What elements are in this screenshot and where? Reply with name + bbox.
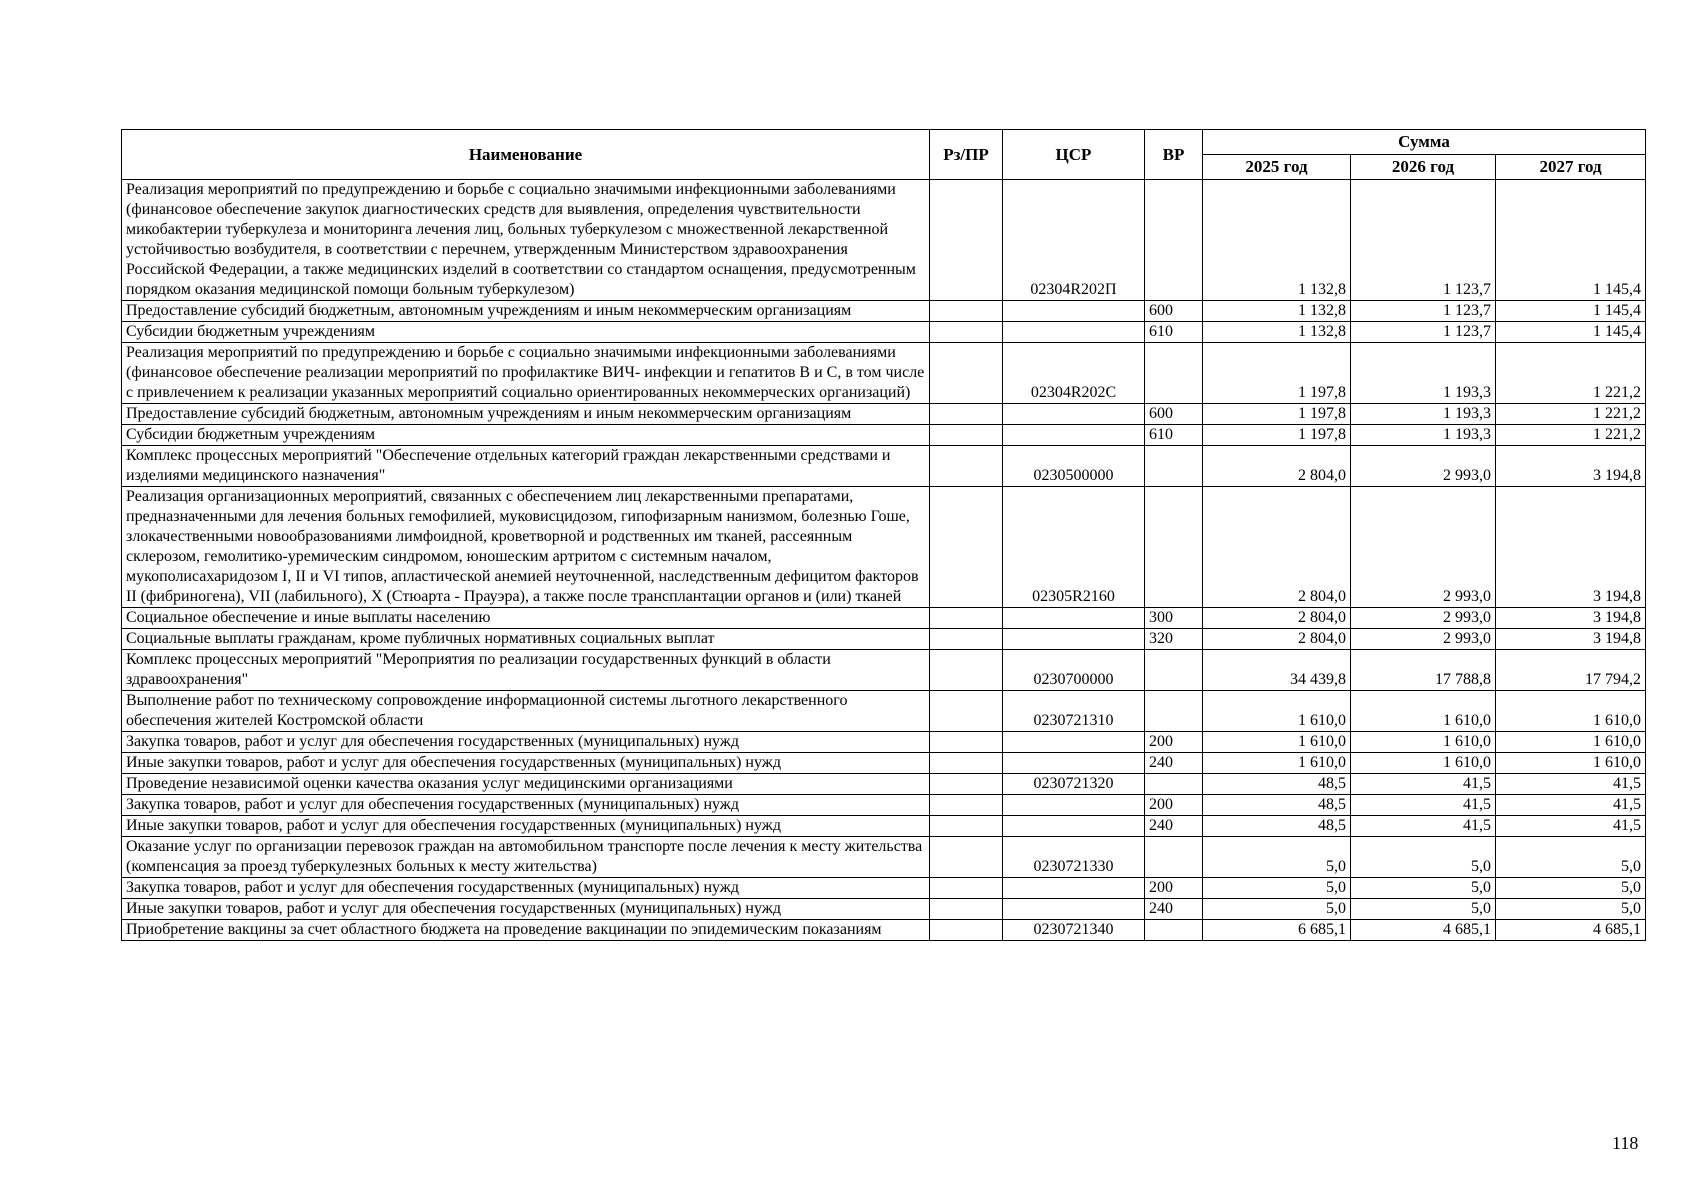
row-sum-2027-cell: 5,0 (1496, 899, 1646, 920)
row-rz-pr-cell (930, 795, 1003, 816)
row-rz-pr-cell (930, 691, 1003, 732)
row-sum-2025-cell: 1 197,8 (1203, 425, 1351, 446)
row-vr-cell: 200 (1145, 878, 1203, 899)
row-vr-cell (1145, 343, 1203, 404)
row-sum-2027-cell: 5,0 (1496, 878, 1646, 899)
row-sum-2025-cell: 2 804,0 (1203, 487, 1351, 608)
row-sum-2027-cell: 41,5 (1496, 816, 1646, 837)
row-sum-2027-cell: 41,5 (1496, 795, 1646, 816)
row-rz-pr-cell (930, 343, 1003, 404)
row-csr-cell (1003, 425, 1145, 446)
row-sum-2026-cell: 2 993,0 (1351, 629, 1496, 650)
row-name-cell: Предоставление субсидий бюджетным, автономным учреждениям и иным некоммерческим организациям (122, 404, 930, 425)
table-row (122, 343, 1646, 404)
row-sum-2025-cell: 1 132,8 (1203, 322, 1351, 343)
header-year-2026: 2026 год (1351, 155, 1496, 180)
table-row (122, 920, 1646, 941)
row-name-cell: Реализация мероприятий по предупреждению и борьбе с социально значимыми инфекционными заболеваниями (финансовое обеспечение закупок диагностических средств для выявления, определения чувствительности микобактерии туберкулеза и мониторинга лечения лиц, больных туберкулезом с множественной лекарственной устойчивостью возбудителя, в соответствии с перечнем, утвержденным Министерством здравоохранения Российской Федерации, а также медицинских изделий в соответствии со стандартом оснащения, предусмотренным порядком оказания медицинской помощи больным туберкулезом) (122, 180, 930, 301)
row-vr-cell (1145, 774, 1203, 795)
row-name-cell: Субсидии бюджетным учреждениям (122, 322, 930, 343)
table-row (122, 878, 1646, 899)
table-row (122, 404, 1646, 425)
table-header (122, 130, 1646, 180)
row-sum-2027-cell: 3 194,8 (1496, 608, 1646, 629)
row-sum-2026-cell: 5,0 (1351, 899, 1496, 920)
row-sum-2027-cell: 3 194,8 (1496, 487, 1646, 608)
row-csr-cell (1003, 322, 1145, 343)
row-sum-2027-cell: 5,0 (1496, 837, 1646, 878)
row-name-cell: Закупка товаров, работ и услуг для обеспечения государственных (муниципальных) нужд (122, 795, 930, 816)
table-row (122, 899, 1646, 920)
header-csr: ЦСР (1003, 130, 1145, 180)
table-row (122, 837, 1646, 878)
row-sum-2027-cell: 1 610,0 (1496, 732, 1646, 753)
row-sum-2026-cell: 41,5 (1351, 774, 1496, 795)
row-vr-cell: 240 (1145, 753, 1203, 774)
row-rz-pr-cell (930, 878, 1003, 899)
table-row (122, 608, 1646, 629)
row-sum-2026-cell: 17 788,8 (1351, 650, 1496, 691)
row-sum-2026-cell: 1 193,3 (1351, 343, 1496, 404)
row-csr-cell (1003, 608, 1145, 629)
row-csr-cell: 0230500000 (1003, 446, 1145, 487)
row-vr-cell: 610 (1145, 425, 1203, 446)
row-csr-cell: 02305R2160 (1003, 487, 1145, 608)
table-row (122, 629, 1646, 650)
row-vr-cell: 300 (1145, 608, 1203, 629)
row-sum-2027-cell: 1 221,2 (1496, 404, 1646, 425)
row-name-cell: Субсидии бюджетным учреждениям (122, 425, 930, 446)
row-vr-cell: 600 (1145, 404, 1203, 425)
row-name-cell: Оказание услуг по организации перевозок граждан на автомобильном транспорте после лечения к месту жительства (компенсация за проезд туберкулезных больных к месту жительства) (122, 837, 930, 878)
row-name-cell: Социальное обеспечение и иные выплаты населению (122, 608, 930, 629)
row-sum-2025-cell: 5,0 (1203, 878, 1351, 899)
row-vr-cell: 200 (1145, 732, 1203, 753)
row-sum-2025-cell: 1 132,8 (1203, 301, 1351, 322)
row-sum-2025-cell: 34 439,8 (1203, 650, 1351, 691)
row-sum-2025-cell: 2 804,0 (1203, 446, 1351, 487)
row-sum-2025-cell: 6 685,1 (1203, 920, 1351, 941)
row-sum-2026-cell: 5,0 (1351, 837, 1496, 878)
row-vr-cell: 240 (1145, 816, 1203, 837)
table-row (122, 753, 1646, 774)
row-sum-2025-cell: 48,5 (1203, 774, 1351, 795)
row-vr-cell (1145, 920, 1203, 941)
row-sum-2025-cell: 1 610,0 (1203, 691, 1351, 732)
header-sum: Сумма (1203, 130, 1646, 155)
row-name-cell: Предоставление субсидий бюджетным, автономным учреждениям и иным некоммерческим организациям (122, 301, 930, 322)
table-row (122, 425, 1646, 446)
row-sum-2025-cell: 1 197,8 (1203, 404, 1351, 425)
row-csr-cell: 02304R202П (1003, 180, 1145, 301)
row-sum-2027-cell: 17 794,2 (1496, 650, 1646, 691)
row-sum-2027-cell: 1 145,4 (1496, 301, 1646, 322)
row-rz-pr-cell (930, 920, 1003, 941)
header-year-2025: 2025 год (1203, 155, 1351, 180)
row-csr-cell (1003, 753, 1145, 774)
row-name-cell: Иные закупки товаров, работ и услуг для обеспечения государственных (муниципальных) нужд (122, 816, 930, 837)
row-csr-cell: 0230721330 (1003, 837, 1145, 878)
budget-sheet (121, 129, 1645, 941)
table-row (122, 487, 1646, 608)
row-sum-2027-cell: 4 685,1 (1496, 920, 1646, 941)
row-sum-2027-cell: 1 221,2 (1496, 343, 1646, 404)
row-rz-pr-cell (930, 837, 1003, 878)
row-sum-2026-cell: 1 193,3 (1351, 425, 1496, 446)
row-csr-cell (1003, 878, 1145, 899)
table-row (122, 691, 1646, 732)
row-csr-cell: 0230700000 (1003, 650, 1145, 691)
row-rz-pr-cell (930, 650, 1003, 691)
row-name-cell: Выполнение работ по техническому сопровождение информационной системы льготного лекарственного обеспечения жителей Костромской области (122, 691, 930, 732)
row-csr-cell (1003, 629, 1145, 650)
row-sum-2026-cell: 2 993,0 (1351, 446, 1496, 487)
row-sum-2027-cell: 1 610,0 (1496, 691, 1646, 732)
row-vr-cell (1145, 837, 1203, 878)
row-rz-pr-cell (930, 753, 1003, 774)
row-csr-cell (1003, 795, 1145, 816)
row-name-cell: Закупка товаров, работ и услуг для обеспечения государственных (муниципальных) нужд (122, 732, 930, 753)
header-name: Наименование (122, 130, 930, 180)
header-rz-pr: Рз/ПР (930, 130, 1003, 180)
row-sum-2026-cell: 2 993,0 (1351, 608, 1496, 629)
row-vr-cell (1145, 691, 1203, 732)
row-sum-2026-cell: 1 123,7 (1351, 322, 1496, 343)
budget-table (121, 129, 1646, 941)
table-row (122, 446, 1646, 487)
header-vr: ВР (1145, 130, 1203, 180)
row-rz-pr-cell (930, 899, 1003, 920)
row-csr-cell: 0230721310 (1003, 691, 1145, 732)
row-name-cell: Комплекс процессных мероприятий "Мероприятия по реализации государственных функций в области здравоохранения" (122, 650, 930, 691)
row-sum-2025-cell: 1 610,0 (1203, 732, 1351, 753)
row-sum-2025-cell: 5,0 (1203, 899, 1351, 920)
row-rz-pr-cell (930, 404, 1003, 425)
row-sum-2025-cell: 1 132,8 (1203, 180, 1351, 301)
row-rz-pr-cell (930, 446, 1003, 487)
row-sum-2027-cell: 3 194,8 (1496, 446, 1646, 487)
row-sum-2025-cell: 1 197,8 (1203, 343, 1351, 404)
table-row (122, 816, 1646, 837)
row-sum-2026-cell: 1 123,7 (1351, 180, 1496, 301)
table-row (122, 774, 1646, 795)
row-sum-2027-cell: 1 145,4 (1496, 180, 1646, 301)
row-sum-2027-cell: 41,5 (1496, 774, 1646, 795)
table-row (122, 301, 1646, 322)
row-sum-2025-cell: 1 610,0 (1203, 753, 1351, 774)
row-csr-cell: 0230721340 (1003, 920, 1145, 941)
row-sum-2026-cell: 1 610,0 (1351, 691, 1496, 732)
row-sum-2027-cell: 1 221,2 (1496, 425, 1646, 446)
row-name-cell: Приобретение вакцины за счет областного бюджета на проведение вакцинации по эпидемическим показаниям (122, 920, 930, 941)
row-sum-2026-cell: 1 610,0 (1351, 753, 1496, 774)
row-sum-2026-cell: 41,5 (1351, 816, 1496, 837)
row-name-cell: Реализация организационных мероприятий, связанных с обеспечением лиц лекарственными препаратами, предназначенными для лечения больных гемофилией, муковисцидозом, гипофизарным нанизмом, болезнью Гоше, злокачественными новообразованиями лимфоидной, кроветворной и родственных им тканей, рассеянным склерозом, гемолитико-уремическим синдромом, юношеским артритом с системным началом, мукополисахаридозом I, II и VI типов, апластической анемией неуточненной, наследственным дефицитом факторов II (фибриногена), VII (лабильного), X (Стюарта - Прауэра), а также после трансплантации органов и (или) тканей (122, 487, 930, 608)
row-rz-pr-cell (930, 608, 1003, 629)
row-sum-2026-cell: 4 685,1 (1351, 920, 1496, 941)
row-sum-2025-cell: 2 804,0 (1203, 629, 1351, 650)
row-sum-2026-cell: 1 193,3 (1351, 404, 1496, 425)
row-rz-pr-cell (930, 322, 1003, 343)
row-rz-pr-cell (930, 487, 1003, 608)
row-sum-2025-cell: 2 804,0 (1203, 608, 1351, 629)
row-vr-cell: 240 (1145, 899, 1203, 920)
table-row (122, 795, 1646, 816)
row-name-cell: Реализация мероприятий по предупреждению и борьбе с социально значимыми инфекционными заболеваниями (финансовое обеспечение реализации мероприятий по профилактике ВИЧ- инфекции и гепатитов В и С, в том числе с привлечением к реализации указанных мероприятий социально ориентированных некоммерческих организаций) (122, 343, 930, 404)
page-number: 118 (1612, 1133, 1639, 1153)
row-name-cell: Иные закупки товаров, работ и услуг для обеспечения государственных (муниципальных) нужд (122, 753, 930, 774)
row-csr-cell (1003, 301, 1145, 322)
row-rz-pr-cell (930, 180, 1003, 301)
row-name-cell: Комплекс процессных мероприятий "Обеспечение отдельных категорий граждан лекарственными средствами и изделиями медицинского назначения" (122, 446, 930, 487)
row-sum-2026-cell: 1 610,0 (1351, 732, 1496, 753)
row-name-cell: Социальные выплаты гражданам, кроме публичных нормативных социальных выплат (122, 629, 930, 650)
row-sum-2026-cell: 1 123,7 (1351, 301, 1496, 322)
row-vr-cell (1145, 180, 1203, 301)
row-rz-pr-cell (930, 774, 1003, 795)
row-sum-2026-cell: 2 993,0 (1351, 487, 1496, 608)
row-sum-2026-cell: 41,5 (1351, 795, 1496, 816)
row-csr-cell: 0230721320 (1003, 774, 1145, 795)
table-body (122, 180, 1646, 941)
row-csr-cell: 02304R202C (1003, 343, 1145, 404)
row-rz-pr-cell (930, 816, 1003, 837)
row-vr-cell: 320 (1145, 629, 1203, 650)
row-sum-2027-cell: 3 194,8 (1496, 629, 1646, 650)
table-row (122, 322, 1646, 343)
row-vr-cell (1145, 446, 1203, 487)
header-year-2027: 2027 год (1496, 155, 1646, 180)
row-name-cell: Закупка товаров, работ и услуг для обеспечения государственных (муниципальных) нужд (122, 878, 930, 899)
row-rz-pr-cell (930, 629, 1003, 650)
table-row (122, 650, 1646, 691)
row-rz-pr-cell (930, 732, 1003, 753)
row-csr-cell (1003, 899, 1145, 920)
row-name-cell: Проведение независимой оценки качества оказания услуг медицинскими организациями (122, 774, 930, 795)
row-sum-2027-cell: 1 610,0 (1496, 753, 1646, 774)
row-vr-cell: 200 (1145, 795, 1203, 816)
row-rz-pr-cell (930, 301, 1003, 322)
row-rz-pr-cell (930, 425, 1003, 446)
table-row (122, 180, 1646, 301)
row-vr-cell: 610 (1145, 322, 1203, 343)
row-name-cell: Иные закупки товаров, работ и услуг для обеспечения государственных (муниципальных) нужд (122, 899, 930, 920)
row-sum-2025-cell: 5,0 (1203, 837, 1351, 878)
table-row (122, 732, 1646, 753)
row-sum-2026-cell: 5,0 (1351, 878, 1496, 899)
row-csr-cell (1003, 732, 1145, 753)
row-vr-cell: 600 (1145, 301, 1203, 322)
row-csr-cell (1003, 816, 1145, 837)
row-sum-2025-cell: 48,5 (1203, 795, 1351, 816)
row-vr-cell (1145, 487, 1203, 608)
row-sum-2027-cell: 1 145,4 (1496, 322, 1646, 343)
row-csr-cell (1003, 404, 1145, 425)
row-vr-cell (1145, 650, 1203, 691)
row-sum-2025-cell: 48,5 (1203, 816, 1351, 837)
